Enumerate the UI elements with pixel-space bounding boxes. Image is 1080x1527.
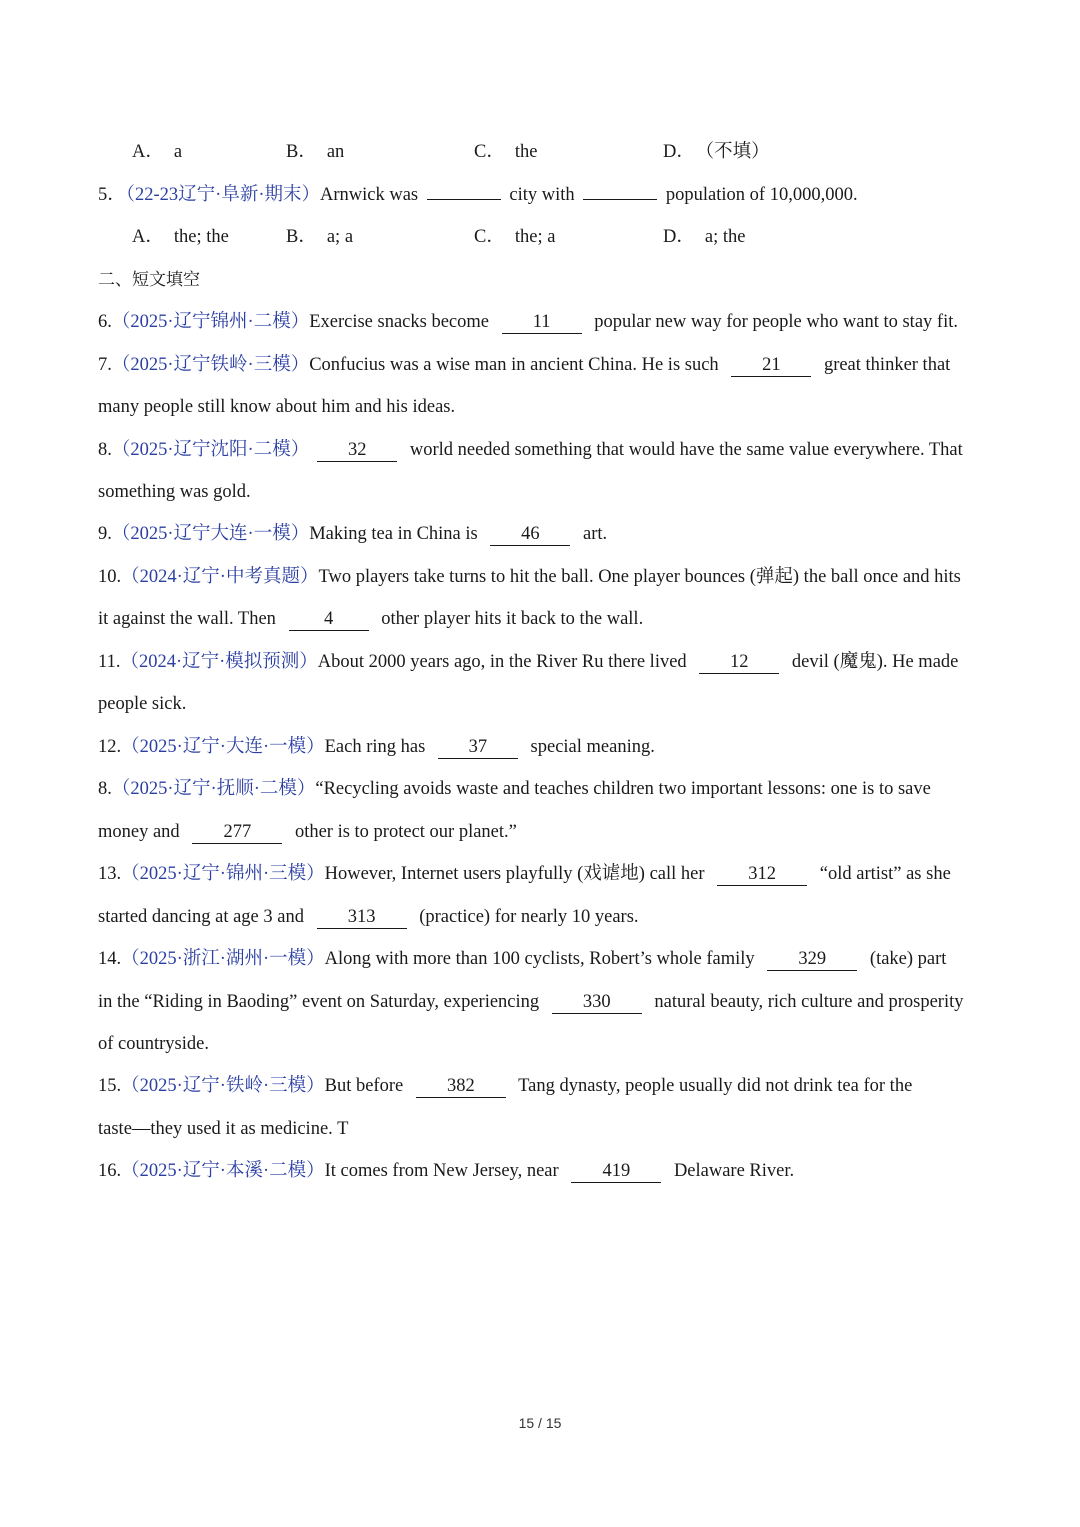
- question-source: （2025·辽宁大连·一模）: [111, 524, 310, 544]
- question-source: （2025·浙江·湖州·一模）: [121, 949, 325, 969]
- answer-blank: 312: [717, 863, 807, 886]
- question-source: （22-23辽宁·阜新·期末）: [125, 185, 320, 205]
- q4-option-a: A． a: [132, 142, 183, 162]
- question-source: （2025·辽宁·铁岭·三模）: [121, 1076, 325, 1096]
- question-11: 11.（2024·辽宁·模拟预测）About 2000 years ago, in the River Ru there lived 12 devil (魔鬼). He made: [98, 652, 959, 672]
- answer-blank: 277: [192, 821, 282, 844]
- question-15-continued: taste—they used it as medicine. T: [98, 1119, 349, 1139]
- question-source: （2025·辽宁·锦州·三模）: [121, 864, 325, 884]
- answer-blank: [583, 199, 657, 200]
- question-source: （2024·辽宁·中考真题）: [121, 567, 319, 587]
- answer-blank: 21: [731, 354, 811, 377]
- question-10: 10.（2024·辽宁·中考真题）Two players take turns to hit the ball. One player bounces (弹起) the ball once and hits: [98, 567, 961, 587]
- question-8b-continued: money and 277 other is to protect our planet.”: [98, 822, 517, 842]
- question-source: （2025·辽宁·本溪·二模）: [121, 1161, 325, 1181]
- question-10-continued: it against the wall. Then 4 other player hits it back to the wall.: [98, 609, 644, 629]
- answer-blank: 4: [289, 608, 369, 631]
- question-13: 13.（2025·辽宁·锦州·三模）However, Internet users playfully (戏谑地) call her 312 “old artist” as she: [98, 864, 951, 884]
- answer-blank: 330: [552, 991, 642, 1014]
- answer-blank: 32: [317, 439, 397, 462]
- question-source: （2025·辽宁铁岭·三模）: [111, 355, 310, 375]
- question-7-continued: many people still know about him and his ideas.: [98, 397, 456, 417]
- section-heading: 二、短文填空: [98, 270, 200, 290]
- question-7: 7.（2025·辽宁铁岭·三模）Confucius was a wise man in ancient China. He is such 21 great thinker that: [98, 355, 951, 375]
- answer-blank: 313: [317, 906, 407, 929]
- question-13-continued: started dancing at age 3 and 313 (practice) for nearly 10 years.: [98, 907, 639, 927]
- answer-blank: 46: [490, 523, 570, 546]
- q5-option-b: B． a; a: [286, 227, 354, 247]
- answer-blank: [427, 199, 501, 200]
- question-source: （2025·辽宁沈阳·二模）: [111, 440, 310, 460]
- answer-blank: 37: [438, 736, 518, 759]
- answer-blank: 419: [571, 1160, 661, 1183]
- q4-option-d: D． （不填）: [663, 142, 770, 162]
- q5-option-d: D． a; the: [663, 227, 746, 247]
- question-16: 16.（2025·辽宁·本溪·二模）It comes from New Jersey, near 419 Delaware River.: [98, 1161, 795, 1181]
- question-6: 6.（2025·辽宁锦州·二模）Exercise snacks become 11 popular new way for people who want to stay fit.: [98, 312, 958, 332]
- question-9: 9.（2025·辽宁大连·一模）Making tea in China is 46 art.: [98, 524, 608, 544]
- question-source: （2025·辽宁·大连·一模）: [121, 737, 325, 757]
- question-15: 15.（2025·辽宁·铁岭·三模）But before 382 Tang dynasty, people usually did not drink tea for the: [98, 1076, 913, 1096]
- question-14-continued: in the “Riding in Baoding” event on Saturday, experiencing 330 natural beauty, rich culture and prosperity: [98, 992, 964, 1012]
- page-number: 15 / 15: [518, 1415, 562, 1431]
- question-11-continued: people sick.: [98, 694, 187, 714]
- question-source: （2025·辽宁·抚顺·二模）: [111, 779, 316, 799]
- question-5: 5．（22-23辽宁·阜新·期末）Arnwick was city with population of 10,000,000.: [98, 185, 858, 205]
- q4-option-b: B． an: [286, 142, 345, 162]
- q5-option-a: A． the; the: [132, 227, 229, 247]
- answer-blank: 329: [767, 948, 857, 971]
- q4-option-c: C． the: [474, 142, 538, 162]
- question-source: （2025·辽宁锦州·二模）: [111, 312, 310, 332]
- answer-blank: 12: [699, 651, 779, 674]
- answer-blank: 11: [502, 311, 582, 334]
- q5-option-c: C． the; a: [474, 227, 556, 247]
- question-12: 12.（2025·辽宁·大连·一模）Each ring has 37 special meaning.: [98, 737, 655, 757]
- question-14: 14.（2025·浙江·湖州·一模）Along with more than 100 cyclists, Robert’s whole family 329 (take) part: [98, 949, 947, 969]
- question-8-continued: something was gold.: [98, 482, 251, 502]
- question-source: （2024·辽宁·模拟预测）: [120, 652, 318, 672]
- answer-blank: 382: [416, 1075, 506, 1098]
- question-8: 8.（2025·辽宁沈阳·二模） 32 world needed something that would have the same value everywhere. That: [98, 440, 963, 460]
- question-8b: 8.（2025·辽宁·抚顺·二模）“Recycling avoids waste and teaches children two important lessons: one is to save: [98, 779, 931, 799]
- question-14-continued-2: of countryside.: [98, 1034, 209, 1054]
